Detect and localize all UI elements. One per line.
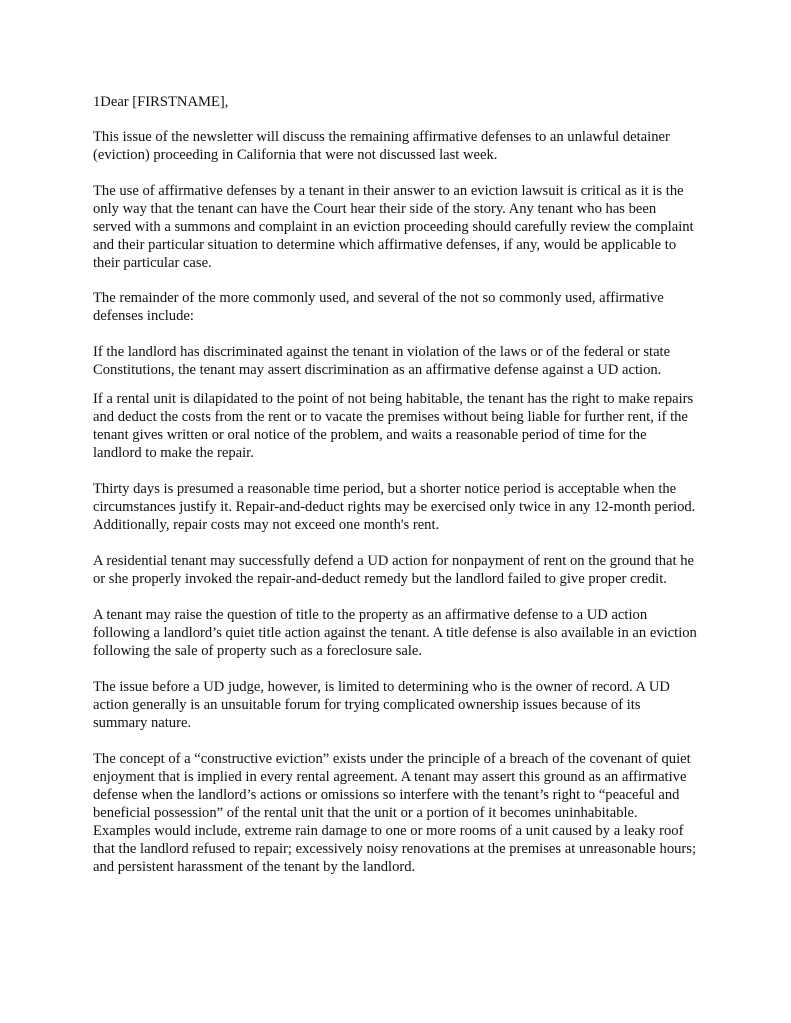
paragraph-constructive-eviction: The concept of a “constructive eviction” exists under the principle of a breach of the covenant of quiet enjoyment that is implied in every rental agreement. A tenant may assert this ground as an affirmative defense when the landlord’s actions or omissions so interfere with the tenant’s right to “peaceful and beneficial possession” of the rental unit that the unit or a portion of it becomes uninhabitable. Examples would include, extreme rain damage to one or more rooms of a unit caused by a leaky roof that the landlord refused to repair; excessively noisy renovations at the premises at unreasonable hours; and persistent harassment of the tenant by the landlord. — [93, 751, 697, 875]
paragraph-title-defense: A tenant may raise the question of title to the property as an affirmative defense to a UD action following a landlord’s quiet title action against the tenant. A title defense is also available in an eviction following the sale of property such as a foreclosure sale. — [93, 607, 697, 659]
paragraph-affirmative-defenses-use: The use of affirmative defenses by a tenant in their answer to an eviction lawsuit is critical as it is the only way that the tenant can have the Court hear their side of the story. Any tenant who has been served with a summons and complaint in an eviction proceeding should carefully review the complaint and their particular situation to determine which affirmative defenses, if any, would be applicable to their particular case. — [93, 183, 694, 271]
paragraph-remainder: The remainder of the more commonly used, and several of the not so commonly used, affirmative defenses include: — [93, 290, 664, 324]
letter-body — [93, 93, 697, 876]
paragraph-intro: This issue of the newsletter will discuss the remaining affirmative defenses to an unlawful detainer (eviction) proceeding in California that were not discussed last week. — [93, 129, 670, 163]
paragraph-thirty-days: Thirty days is presumed a reasonable time period, but a shorter notice period is acceptable when the circumstances justify it. Repair-and-deduct rights may be exercised only twice in any 12-month period. Additionally, repair costs may not exceed one month's rent. — [93, 481, 696, 533]
paragraph-dilapidated-unit: If a rental unit is dilapidated to the point of not being habitable, the tenant has the right to make repairs and deduct the costs from the rent or to vacate the premises without being liable for further rent, if the tenant gives written or oral notice of the problem, and waits a reasonable period of time for the landlord to make the repair. — [93, 391, 694, 461]
paragraph-owner-of-record: The issue before a UD judge, however, is limited to determining who is the owner of record. A UD action generally is an unsuitable forum for trying complicated ownership issues because of its summary nature. — [93, 679, 670, 731]
greeting: 1Dear [FIRSTNAME], — [93, 94, 229, 110]
paragraph-discrimination: If the landlord has discriminated against the tenant in violation of the laws or of the federal or state Constitutions, the tenant may assert discrimination as an affirmative defense against a UD action. — [93, 344, 671, 378]
paragraph-repair-and-deduct: A residential tenant may successfully defend a UD action for nonpayment of rent on the ground that he or she properly invoked the repair-and-deduct remedy but the landlord failed to give proper credit. — [93, 553, 695, 587]
